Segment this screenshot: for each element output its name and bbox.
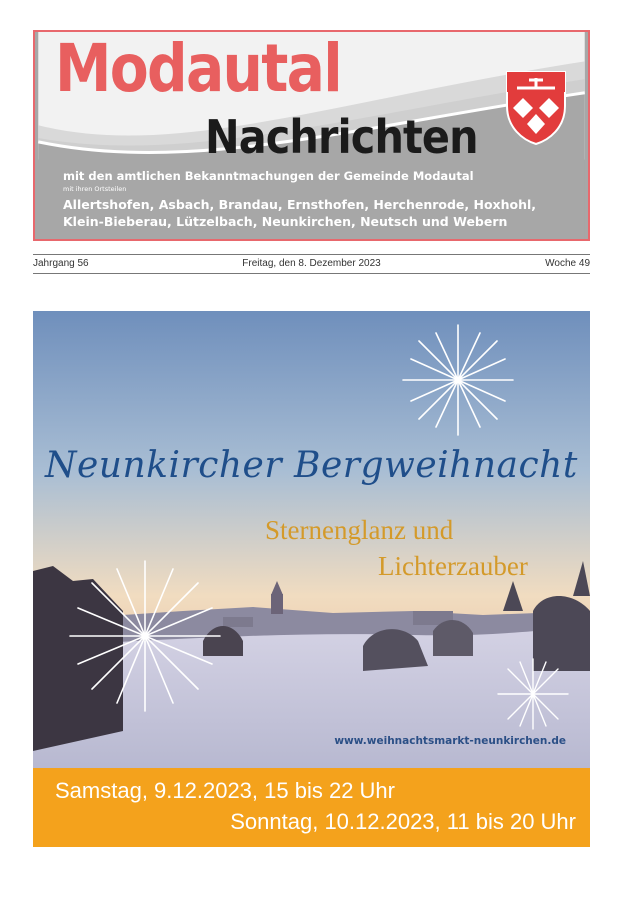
sparkle-star-icon [403, 325, 513, 435]
masthead-tagline: mit den amtlichen Bekanntmachungen der Gemeinde Modautal [63, 169, 474, 183]
masthead-subtitle: Nachrichten [205, 110, 478, 164]
christmas-market-poster [33, 311, 590, 847]
poster-website-url: www.weihnachtsmarkt-neunkirchen.de [334, 735, 566, 747]
poster-date-saturday: Samstag, 9.12.2023, 15 bis 22 Uhr [55, 778, 395, 803]
poster-date-sunday: Sonntag, 10.12.2023, 11 bis 20 Uhr [230, 809, 576, 834]
masthead-title: Modautal [55, 30, 341, 107]
masthead [33, 30, 590, 241]
villages-list [63, 196, 536, 230]
poster-subline-2: Lichterzauber [378, 551, 528, 581]
issue-info-bar [33, 254, 590, 274]
sparkle-star-icon [498, 659, 568, 729]
poster-headline: Neunkircher Bergweihnacht [45, 445, 578, 486]
poster-dates-banner [33, 768, 590, 847]
issue-volume: Jahrgang 56 [33, 258, 89, 269]
masthead-tagline-small: mit ihren Ortsteilen [63, 185, 127, 193]
villages-line-1: Allertshofen, Asbach, Brandau, Ernsthofen, Herchenrode, Hoxhohl, [63, 197, 537, 212]
coat-of-arms-icon [503, 66, 569, 146]
villages-line-2: Klein-Bieberau, Lützelbach, Neunkirchen, Neutsch und Webern [63, 214, 508, 229]
issue-week: Woche 49 [545, 258, 590, 269]
poster-subline-1: Sternenglanz und [265, 515, 454, 545]
sparkle-star-icon [70, 561, 220, 711]
issue-date: Freitag, den 8. Dezember 2023 [242, 258, 381, 269]
